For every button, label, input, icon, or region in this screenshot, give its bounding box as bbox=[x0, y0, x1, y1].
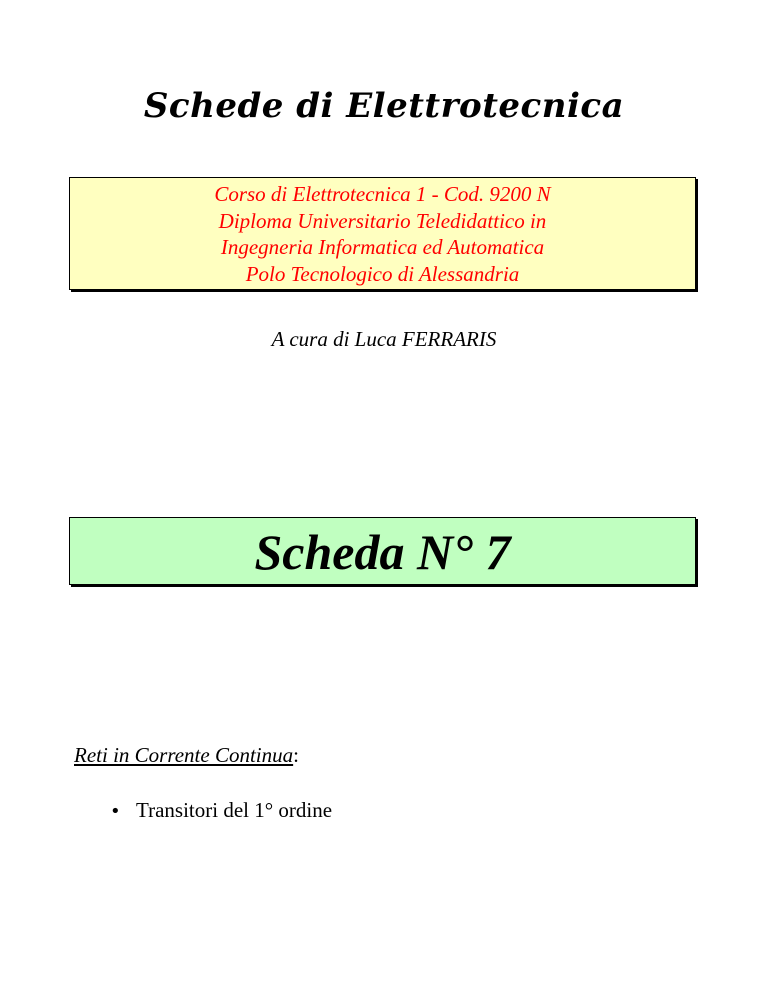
scheda-title: Scheda N° 7 bbox=[254, 524, 511, 580]
list-item bbox=[110, 797, 332, 825]
topic-list bbox=[110, 797, 332, 825]
section-heading-colon: : bbox=[293, 743, 299, 767]
list-item-label: Transitori del 1° ordine bbox=[136, 798, 333, 822]
bullet-icon: • bbox=[110, 801, 121, 822]
section-heading-text: Reti in Corrente Continua bbox=[74, 743, 294, 767]
course-line: Ingegneria Informatica ed Automatica bbox=[220, 235, 545, 259]
course-line: Corso di Elettrotecnica 1 - Cod. 9200 N bbox=[214, 182, 551, 206]
course-line: Diploma Universitario Teledidattico in bbox=[218, 208, 547, 233]
section-heading bbox=[74, 742, 299, 768]
course-info-box bbox=[69, 177, 696, 290]
curator-line: A cura di Luca FERRARIS bbox=[271, 327, 497, 351]
course-line: Polo Tecnologico di Alessandria bbox=[245, 261, 520, 286]
document-title: Schede di Elettrotecnica bbox=[143, 86, 625, 126]
scheda-box bbox=[69, 517, 696, 585]
